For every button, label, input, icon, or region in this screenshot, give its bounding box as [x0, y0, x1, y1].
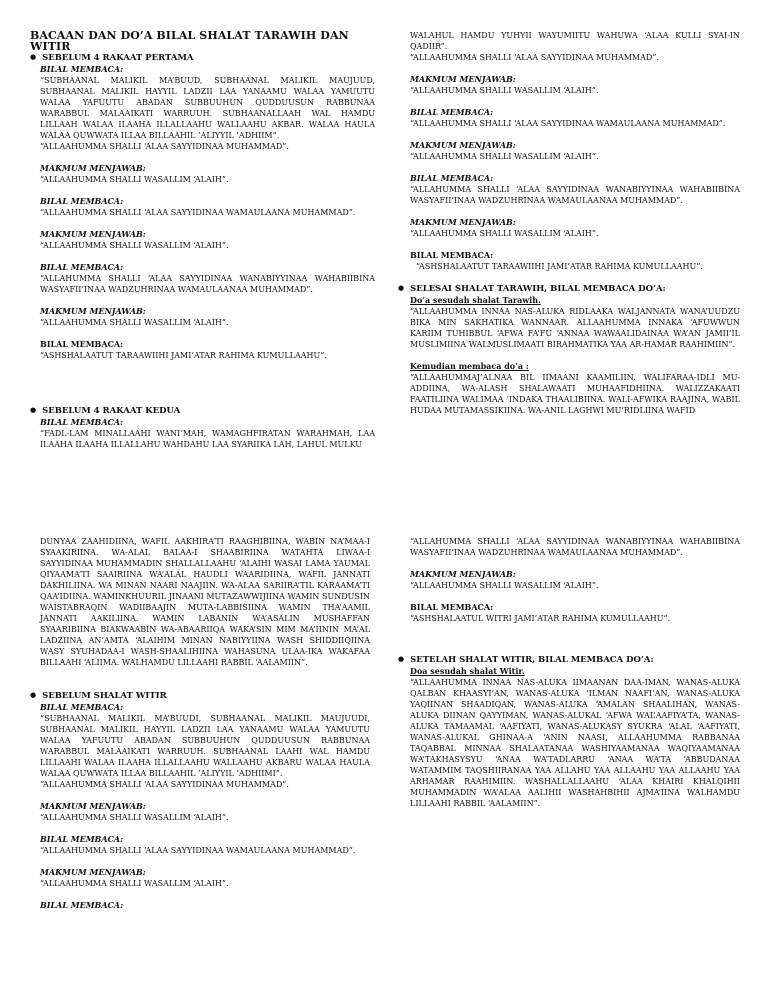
text-witri-jamiatar: “ASHSHALAATUL WITRI JAMI’ATAR RAHIMA KUMULLAAHU”. [410, 614, 671, 623]
section-heading: ● SEBELUM 4 RAKAAT KEDUA [30, 405, 375, 417]
text-nabiyyina: “ALLAHUMMA SHALLI ‘ALAA SAYYIDINAA WANABIYYINAA WAHABIIBINA WASYAFII’INAA WADZUHRINAA WAMAULAANAA MUHAMMAD”. [410, 185, 740, 205]
label-bilal: BILAL MEMBACA: [40, 834, 124, 844]
section-heading: ● SEBELUM SHALAT WITIR [30, 690, 370, 702]
text-answer: “ALLAAHUMMA SHALLI WASALLIM ‘ALAIH”. [40, 175, 229, 184]
label-makmum: MAKMUM MENJAWAB: [410, 569, 516, 579]
label-bilal-plain: BILAL MEMBACA: [40, 339, 124, 349]
label-bilal-plain: BILAL MEMBACA: [410, 602, 494, 612]
text-answer: “ALLAAHUMMA SHALLI WASALLIM ‘ALAIH”. [40, 879, 229, 888]
text-dunyaa: DUNYAA ZAAHIDIINA, WAFIL AAKHIRA’TI RAAGHIBIINA, WABIN NA’MAA-I SYAAKIRIINA. WA-ALAL BALAA-I SHAABIRIINA WATAHTA LIWAA-I SAYYIDINAA MUHAMMADIN SHALLALLAAHU ‘ALAIHI WASAI LAMA YAUMAL QIYAAMA’TI SAAIRIINA WA’ALAL HAUDLI WAARIDIINA, WAFIL JANNATI DAKHILIINA. WA MINAN NAARI NAAJIIN. WA-ALAA SARIIRA’TIL KARAAMA’TI QAA’IDIINA. WAMINKHUURIL JINAANI MUTAZAWWIJIINA WAMIN SUNDUSIN WAISTABRAQIN WADIIBAAJIN MUTA-LABBISIINA WAMIN THA’AAMIL JANNATI AAKILIINA. WAMIN LABANIN WA’ASALIN MUSHAFFAN SYAARIBIINA BIAKWAABIN WA-ABAARIIQA WAKA’SIN MIM MA’IININ MA’AL LADZIINA AN’AMTA ‘ALAIHIM MINAN NABIYYIINA WASH SHIDDIIQIINA WASY SYUHADAA-I WASH-SHAALIHIINA WAHASUNA ULAA-IKA WAKAFAA BILLAAHI ‘ALIIMA. WALHAMDU LILLAAHI RABBIL ‘AALAMIIN”. [40, 537, 370, 667]
subheading: Do’a sesudah shalat Tarawih. [410, 295, 541, 305]
subheading: Kemudian membaca do’a : [410, 361, 529, 371]
label-makmum: MAKMUM MENJAWAB: [410, 217, 516, 227]
text-maulaana: “ALLAAHUMMA SHALLI ‘ALAA SAYYIDINAA WAMAULAANA MUHAMMAD”. [40, 208, 356, 217]
text-answer: “ALLAAHUMMA SHALLI WASALLIM ‘ALAIH”. [40, 813, 229, 822]
label-bilal: BILAL MEMBACA: [40, 417, 124, 427]
text-nabiyyina: “ALLAHUMMA SHALLI ‘ALAA SAYYIDINAA WANABIYYINAA WAHABIIBINA WASYAFII’INAA WADZUHRINAA WAMAULAANAA MUHAMMAD”. [40, 274, 375, 294]
text-maulaana: “ALLAAHUMMA SHALLI ‘ALAA SAYYIDINAA WAMAULAANA MUHAMMAD”. [410, 119, 726, 128]
text-answer: “ALLAAHUMMA SHALLI WASALLIM ‘ALAIH”. [410, 152, 599, 161]
text-shalli: “ALLAAHUMMA SHALLI ‘ALAA SAYYIDINAA MUHAMMAD”. [40, 142, 289, 151]
text-maulaana: “ALLAAHUMMA SHALLI ‘ALAA SAYYIDINAA WAMAULAANA MUHAMMAD”. [40, 846, 356, 855]
bottom-right-column [410, 536, 740, 809]
text-walahul: WALAHUL HAMDU YUHYII WAYUMIITU WAHUWA ‘ALAA KULLI SYAI-IN QADIIR”. [410, 31, 740, 51]
label-makmum: MAKMUM MENJAWAB: [40, 867, 146, 877]
label-makmum: MAKMUM MENJAWAB: [410, 74, 516, 84]
label-bilal: BILAL MEMBACA: [410, 173, 494, 183]
text-answer: “ALLAAHUMMA SHALLI WASALLIM ‘ALAIH”. [410, 86, 599, 95]
subheading: Doa sesudah shalat Witir. [410, 666, 525, 676]
label-bilal: BILAL MEMBACA: [40, 900, 124, 910]
label-makmum: MAKMUM MENJAWAB: [40, 229, 146, 239]
text-doa-tarawih: “ALLAAHUMMA INNAA NAS-ALUKA RIDLAAKA WALJANNATA WANA’UUDZU BIKA MIN SAKHATIKA WANNAAR. ALLAAHUMMA INNAKA ‘AFUWWUN KARIIM TUHIBBUL ‘AFWA FA’FU ‘ANNAA WAWAALIDAINAA WA’AN JAMII’IL MUSLIMIINA WALMUSLIMAATI BIRAHMATIKA YAA AR-HAMAR RAAHIMIIN”. [410, 307, 740, 349]
section-heading: ● SEBELUM 4 RAKAAT PERTAMA [30, 52, 375, 64]
text-answer: “ALLAAHUMMA SHALLI WASALLIM ‘ALAIH”. [40, 318, 229, 327]
section-heading: ● SETELAH SHALAT WITIR, BILAL MEMBACA DO’A: [398, 654, 740, 666]
text-fadl: “FADL-LAM MINALLAAHI WANI’MAH, WAMAGHFIRATAN WARAHMAH, LAA ILAAHA ILAAHA ILLALLAHU WAHDAHU LAA SYARIIKA LAH, LAHUL MULKU [40, 429, 375, 449]
section-heading: ● SELESAI SHALAT TARAWIH, BILAL MEMBACA DO’A: [398, 283, 740, 295]
text-jamiatar: “ASHSHALAATUT TARAAWIIHI JAMI’ATAR RAHIMA KUMULLAAHU”. [416, 262, 703, 271]
text-shalli: “ALLAAHUMMA SHALLI ‘ALAA SAYYIDINAA MUHAMMAD”. [40, 780, 289, 789]
text-opening-witir: “SUBHAANAL MALIKIL MA’BUUDI, SUBHAANAL MALIKIL MAUJUUDI, SUBHAANAL MALIKIL HAYYIL LADZII LAA YANAAMU WALAA YAMUUTU WALAA YAFUUTU ABADAN SUBBUUHUN QUDDUUSUN RABBUNAA WARABBUL MALAAIKATI WARRUUH. SUBHAANAL LAAHI WAL HAMDU LILLAAHI WALAA ILAAHA ILLALLAAHU WALLAAHU AKBARU WALAA HAULA WALAA QUWWATA ILLAA BILLAAHIL ’ALIYYIL ’ADHIIMI”. [40, 714, 370, 778]
label-bilal-plain: BILAL MEMBACA: [410, 250, 494, 260]
label-makmum: MAKMUM MENJAWAB: [410, 140, 516, 150]
text-answer: “ALLAAHUMMA SHALLI WASALLIM ‘ALAIH”. [410, 229, 599, 238]
bottom-left-column [40, 536, 370, 911]
label-bilal: BILAL MEMBACA: [40, 196, 124, 206]
text-jamiatar: “ASHSHALAATUT TARAAWIIHI JAMI’ATAR RAHIMA KUMULLAAHU”. [40, 351, 327, 360]
label-bilal: BILAL MEMBACA: [40, 702, 124, 712]
top-right-column [410, 30, 740, 416]
label-bilal: BILAL MEMBACA: [40, 64, 124, 74]
text-nabiyyina: “ALLAHUMMA SHALLI ‘ALAA SAYYIDINAA WANABIYYINAA WAHABIIBINA WASYAFII’INAA WADZUHRINAA WAMAULAANAA MUHAMMAD”. [410, 537, 740, 557]
text-opening: “SUBHAANAL MALIKIL MA’BUUD, SUBHAANAL MALIKIL MAUJUUD, SUBHAANAL MALIKIL HAYYIL LADZII LAA YANAAMU WALAA YAMUUTU WALAA YAFUUTU ABADAN SUBBUUHUN QUDDUUSUN RABBUNAA WARABBUL MALAAIKATI WARRUUH. SUBHAANALLAAH WAL HAMDU LILLAAH WALAA ILAAHA ILLALLAAHU WALLAAHU AKBAR. WALAA HAULA WALAA QUWWATA ILLAA BILLAAHIL ’ALIYYIL ’ADHIIM”. [40, 76, 375, 140]
text-answer: “ALLAAHUMMA SHALLI WASALLIM ‘ALAIH”. [410, 581, 599, 590]
text-answer: “ALLAAHUMMA SHALLI WASALLIM ‘ALAIH”. [40, 241, 229, 250]
label-makmum: MAKMUM MENJAWAB: [40, 163, 146, 173]
label-bilal: BILAL MEMBACA: [40, 262, 124, 272]
text-doa-kemudian: “ALLAAHUMMAJ’ALNAA BIL IIMAANI KAAMILIIN. WALIFARAA-IDLI MU-ADDIINA, WA-ALASH SHALAWAATI MUHAAFIDHIINA. WALIZZAKAATI FAATILIINA WALIMAA ‘INDAKA THAALIBIINA. WALI-AFWIKA RAAJINA, WABIL HUDAA MUTAMASSIKIINA. WA-ANIL LAGHWI MU’RIDLIINA WAFID [410, 373, 740, 415]
top-left-column [30, 30, 375, 450]
label-bilal: BILAL MEMBACA: [410, 107, 494, 117]
text-shalli: “ALLAAHUMMA SHALLI ‘ALAA SAYYIDINAA MUHAMMAD”. [410, 53, 659, 62]
label-makmum: MAKMUM MENJAWAB: [40, 801, 146, 811]
page-title: BACAAN DAN DO’A BILAL SHALAT TARAWIH DAN WITIR [30, 29, 349, 53]
text-doa-witir: “ALLAAHUMMA INNAA NAS-ALUKA IIMAANAN DAA-IMAN, WANAS-ALUKA QALBAN KHAASYI’AN, WANAS-ALUKA ‘ILMAN NAAFI’AN, WANAS-ALUKA YAQIINAN SHAADIQAN, WANAS-ALUKA ‘AMALAN SHAALIHAN, WANAS-ALUKA DIINAN QAYYIMAN, WANAS-ALUKAL ‘AFWA WAL’AAFIYA’TA, WANAS-ALUKA TAMAAMAL ‘AAFIYATI, WANAS-ALUKASY SYUKRA ‘ALAL ‘AAFIYATI, WANAS-ALUKAL GHINAA-A ‘ANIN NAASI, ALLAAHUMMA RABBANAA TAQABBAL MINNAA SHALAATANAA WASHIYAAMANAA WAQIYAAMANAA WA’TAKHASYSYU ‘ANAA WA’TADLARRU ‘ANAA WA’TA ‘ABBUDANAA WATAMMIM TAQSHIIRANAA YAA ALLAHU YAA ALLAAHU YAA ALLAAHU YAA ARHAMAR RAAHIMIIN. WASHALLALLAAHU ‘ALAA KHAIRI KHALQIHII MUHAMMADIN WA’ALAA AALIHII WASHAHBIHII AJMA’IINA WALHAMDU LILLAAHI RABBIL ‘AALAMIIN”. [410, 678, 740, 808]
label-makmum: MAKMUM MENJAWAB: [40, 306, 146, 316]
